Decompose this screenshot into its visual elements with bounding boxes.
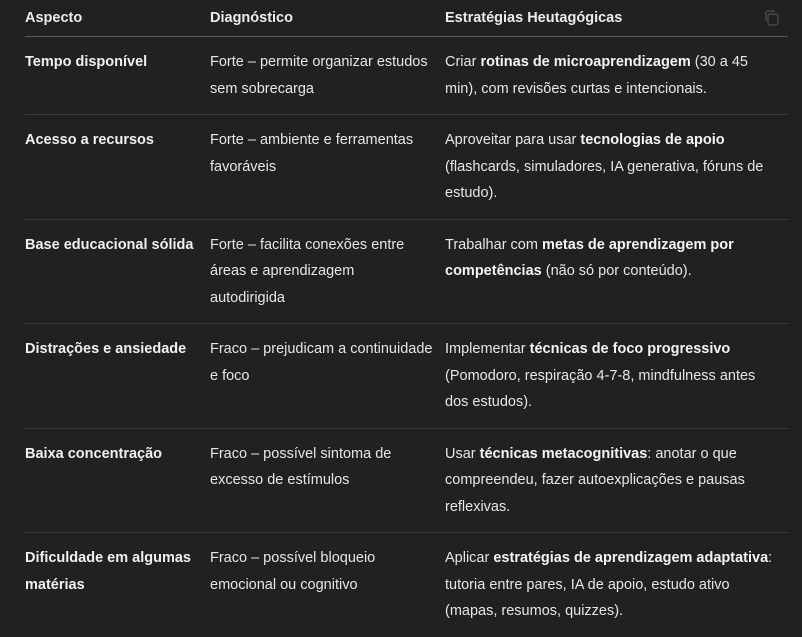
cell-aspect: Distrações e ansiedade [25,324,210,429]
cell-strategy [445,428,788,533]
comparison-table [25,0,788,637]
strategy-text: (não só por conteúdo). [541,263,692,279]
cell-diagnosis: Fraco – possível bloqueio emocional ou cognitivo [210,550,376,593]
table-row [25,428,788,533]
table-row [25,37,788,115]
cell-strategy [445,37,788,115]
cell-diagnosis: Forte – ambiente e ferramentas favoráveis [210,115,445,220]
strategy-highlight: técnicas metacognitivas [479,445,648,462]
table-row [25,324,788,429]
strategy-highlight: técnicas de foco progressivo [529,341,731,357]
cell-aspect: Dificuldade em algumas matérias [25,550,191,593]
table-body [25,37,788,637]
strategy-text: Usar [445,445,480,462]
cell-aspect: Base educacional sólida [25,219,210,324]
table-row [25,533,788,637]
cell-diagnosis: Forte – permite organizar estudos sem sobrecarga [210,37,445,115]
strategy-text: Aproveitar para usar [445,132,581,148]
strategy-highlight: rotinas de microaprendizagem [480,54,691,70]
cell-aspect: Tempo disponível [25,37,210,115]
strategy-text: Implementar [445,341,530,357]
cell-diagnosis: Forte – facilita conexões entre áreas e aprendizagem autodirigida [210,219,445,324]
strategy-text: (flashcards, simuladores, IA generativa, fóruns de estudo). [445,158,764,201]
strategy-text: (Pomodoro, respiração 4-7-8, mindfulness antes dos estudos). [445,367,756,410]
strategy-text: : anotar o que compreendeu, fazer autoexplicações e pausas reflexivas. [445,445,745,515]
strategy-highlight: estratégias de aprendizagem adaptativa [493,550,769,566]
comparison-table-container [25,0,788,637]
strategy-highlight: metas de aprendizagem por competências [445,236,734,279]
table-header-row [25,0,788,37]
cell-strategy [445,115,788,220]
cell-strategy [445,324,788,429]
strategy-text: (30 a 45 min), com revisões curtas e intencionais. [445,54,749,97]
table-row [25,219,788,324]
strategy-text: : tutoria entre pares, IA de apoio, estudo ativo (mapas, resumos, quizzes). [445,550,773,619]
cell-strategy [445,533,788,637]
cell-aspect: Baixa concentração [25,428,210,533]
strategy-text: Aplicar [445,550,494,566]
copy-icon[interactable] [762,8,782,28]
strategy-text: Criar [445,54,481,70]
cell-diagnosis: Fraco – possível sintoma de excesso de estímulos [210,428,445,533]
table-header [25,0,788,37]
table-row [25,115,788,220]
header-estrategias: Estratégias Heutagógicas [445,0,788,37]
cell-aspect: Acesso a recursos [25,115,210,220]
cell-strategy [445,219,788,324]
header-diagnostico: Diagnóstico [210,0,445,37]
strategy-highlight: tecnologias de apoio [580,132,725,148]
cell-diagnosis: Fraco – prejudicam a continuidade e foco [210,324,445,429]
header-aspecto: Aspecto [25,0,210,37]
strategy-text: Trabalhar com [445,236,542,253]
